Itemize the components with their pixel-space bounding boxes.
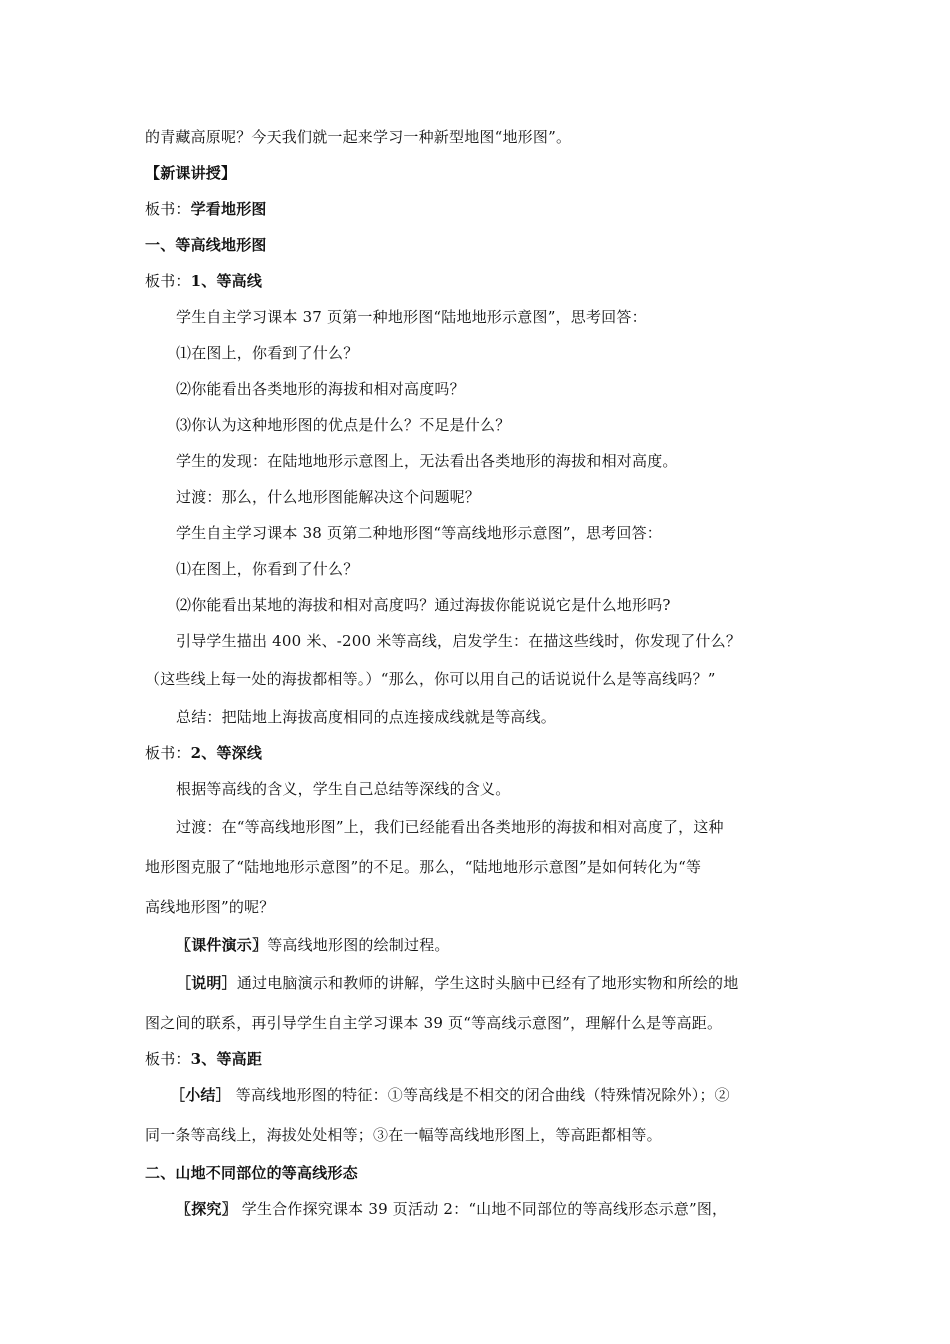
board-title: 学看地形图 — [190, 200, 267, 218]
board-title: 3、等高距 — [190, 1050, 263, 1068]
text-line: 过渡：那么，什么地形图能解决这个问题呢？ — [176, 488, 481, 506]
text-line: 高线地形图”的呢？ — [145, 898, 275, 916]
text-line: ⑵你能看出某地的海拔和相对高度吗？通过海拔你能说说它是什么地形吗? — [176, 596, 671, 614]
text-line: ⑶你认为这种地形图的优点是什么？不足是什么？ — [176, 416, 511, 434]
note-label: 〖课件演示〗 — [176, 936, 268, 954]
note-text: 等高线地形图的特征：①等高线是不相交的闭合曲线（特殊情况除外）；② — [230, 1086, 730, 1104]
board-note — [145, 199, 267, 219]
board-prefix: 板书： — [145, 200, 191, 218]
note-label: ［说明］ — [176, 974, 237, 992]
text-line: ⑴在图上，你看到了什么？ — [176, 560, 359, 578]
text-line: （这些线上每一处的海拔都相等。）“那么，你可以用自己的话说说什么是等高线吗？” — [145, 670, 716, 688]
board-prefix: 板书： — [145, 744, 191, 762]
text-line: 同一条等高线上，海拔处处相等；③在一幅等高线地形图上，等高距都相等。 — [145, 1126, 662, 1144]
text-line: 根据等高线的含义，学生自己总结等深线的含义。 — [176, 780, 511, 798]
explanation-note — [176, 973, 738, 993]
text-line: 过渡：在“等高线地形图”上，我们已经能看出各类地形的海拔和相对高度了，这种 — [176, 818, 724, 836]
section-header: 【新课讲授】 — [145, 164, 237, 182]
heading-1: 一、等高线地形图 — [145, 236, 267, 254]
text-line: ⑵你能看出各类地形的海拔和相对高度吗？ — [176, 380, 465, 398]
note-text: 等高线地形图的绘制过程。 — [267, 936, 450, 954]
summary-note — [170, 1085, 730, 1105]
note-text: 通过电脑演示和教师的讲解，学生这时头脑中已经有了地形实物和所绘的地 — [236, 974, 739, 992]
courseware-note — [176, 935, 450, 955]
board-title: 2、等深线 — [190, 744, 263, 762]
text-line: 图之间的联系，再引导学生自主学习课本 39 页“等高线示意图”，理解什么是等高距。 — [145, 1014, 723, 1032]
note-label: ［小结］ — [170, 1086, 231, 1104]
heading-2: 二、山地不同部位的等高线形态 — [145, 1164, 358, 1182]
text-line: 的青藏高原呢？今天我们就一起来学习一种新型地图“地形图”。 — [145, 128, 572, 146]
note-text: 学生合作探究课本 39 页活动 2：“山地不同部位的等高线形态示意”图， — [236, 1200, 728, 1218]
board-title: 1、等高线 — [190, 272, 263, 290]
board-note — [145, 743, 262, 763]
text-line: 总结：把陆地上海拔高度相同的点连接成线就是等高线。 — [176, 708, 557, 726]
board-note — [145, 271, 262, 291]
note-label: 〖探究〗 — [176, 1200, 237, 1218]
text-line: ⑴在图上，你看到了什么？ — [176, 344, 359, 362]
board-prefix: 板书： — [145, 272, 191, 290]
board-prefix: 板书： — [145, 1050, 191, 1068]
explore-note — [176, 1199, 727, 1219]
text-line: 学生的发现：在陆地地形示意图上，无法看出各类地形的海拔和相对高度。 — [176, 452, 678, 470]
text-line: 学生自主学习课本 38 页第二种地形图“等高线地形示意图”，思考回答： — [176, 524, 662, 542]
text-line: 引导学生描出 400 米、-200 米等高线，启发学生：在描这些线时，你发现了什么？ — [176, 632, 742, 650]
text-line: 地形图克服了“陆地地形示意图”的不足。那么，“陆地地形示意图”是如何转化为“等 — [145, 858, 702, 876]
board-note — [145, 1049, 262, 1069]
text-line: 学生自主学习课本 37 页第一种地形图“陆地地形示意图”，思考回答： — [176, 308, 647, 326]
